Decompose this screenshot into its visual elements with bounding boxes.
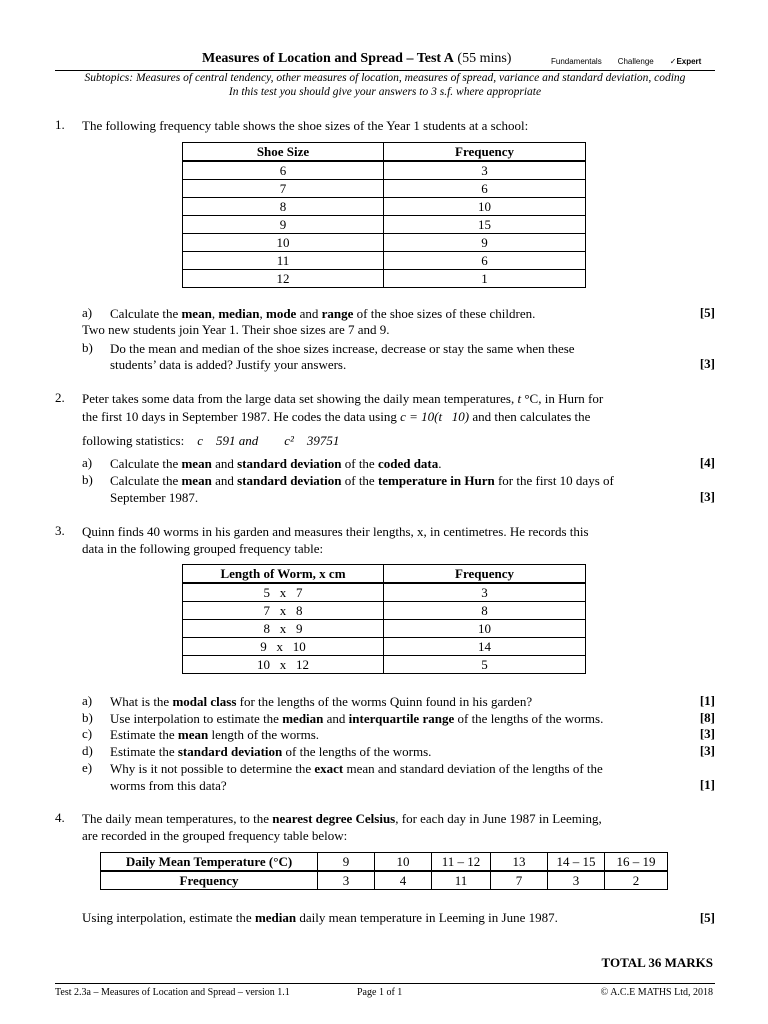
difficulty-levels	[551, 57, 701, 66]
cell: 14	[384, 638, 586, 656]
table-row	[183, 583, 586, 602]
total-marks: TOTAL 36 MARKS	[601, 955, 713, 970]
footer-test-name: Test 2.3a – Measures of Location and Spread – version 1.1	[55, 987, 290, 998]
q2-number: 2.	[55, 390, 65, 405]
q1a-text: Calculate the mean, median, mode and range of the shoe sizes of these children.	[110, 306, 536, 321]
q4-number: 4.	[55, 810, 65, 825]
cell: 3	[384, 583, 586, 602]
q1a-label: a)	[82, 305, 93, 320]
q3-table	[182, 564, 586, 674]
q1-between-text: Two new students join Year 1. Their shoe sizes are 7 and 9.	[82, 322, 390, 337]
cell: 9	[318, 853, 375, 872]
stat-sum-c: c 591 and	[197, 433, 259, 448]
q3e-line2: worms from this data?	[110, 778, 227, 793]
cell: 3	[318, 871, 375, 890]
cell: 10 x 12	[183, 656, 384, 674]
q1-header-shoe-size: Shoe Size	[183, 143, 384, 162]
q3b-marks: [8]	[699, 710, 715, 725]
cell: 8 x 9	[183, 620, 384, 638]
table-row	[101, 853, 668, 872]
q2b-label: b)	[82, 472, 93, 487]
cell: 9 x 10	[183, 638, 384, 656]
cell: 10	[384, 198, 586, 216]
q1b-label: b)	[82, 340, 93, 355]
cell: 10	[384, 620, 586, 638]
cell: 6	[183, 161, 384, 180]
q3e-line1: Why is it not possible to determine the exact mean and standard deviation of the lengths of the	[110, 761, 603, 776]
q2b-line2: September 1987.	[110, 490, 199, 505]
q1-text: The following frequency table shows the shoe sizes of the Year 1 students at a school:	[82, 118, 529, 133]
cell: 1	[384, 270, 586, 288]
q4-line2: are recorded in the grouped frequency table below:	[82, 828, 348, 843]
table-row	[183, 638, 586, 656]
q2a-label: a)	[82, 455, 93, 470]
q4-line1: The daily mean temperatures, to the nearest degree Celsius, for each day in June 1987 in Leeming,	[82, 811, 602, 826]
q3-header-length: Length of Worm, x cm	[183, 565, 384, 584]
table-row	[183, 161, 586, 180]
cell: 16 – 19	[605, 853, 668, 872]
q3d-text: Estimate the standard deviation of the lengths of the worms.	[110, 744, 432, 759]
cell: 6	[384, 180, 586, 198]
cell: 8	[384, 602, 586, 620]
cell: 10	[183, 234, 384, 252]
q1-number: 1.	[55, 117, 65, 132]
table-row	[183, 216, 586, 234]
q2-line1: Peter takes some data from the large data set showing the daily mean temperatures, t °C, in Hurn for	[82, 391, 604, 406]
q3-header-frequency: Frequency	[384, 565, 586, 584]
q1-header-frequency: Frequency	[384, 143, 586, 162]
cell: 5	[384, 656, 586, 674]
table-row	[101, 871, 668, 890]
subtopics: Subtopics: Measures of central tendency, other measures of location, measures of spread, variance and standard deviation, coding	[84, 72, 686, 84]
table-row	[183, 198, 586, 216]
page-title: Measures of Location and Spread – Test A (55 mins)	[202, 51, 512, 66]
stat-sum-c2: c² 39751	[284, 433, 340, 448]
q1b-marks: [3]	[699, 356, 715, 371]
table-row	[183, 270, 586, 288]
q3-line1: Quinn finds 40 worms in his garden and measures their lengths, x, in centimetres. He records this	[82, 524, 589, 539]
q3c-text: Estimate the mean length of the worms.	[110, 727, 320, 742]
table-row	[183, 252, 586, 270]
q4-row-label-temperature: Daily Mean Temperature (°C)	[101, 853, 318, 872]
q3a-marks: [1]	[699, 693, 715, 708]
cell: 4	[375, 871, 432, 890]
cell: 9	[384, 234, 586, 252]
table-row	[183, 234, 586, 252]
cell: 10	[375, 853, 432, 872]
cell: 2	[605, 871, 668, 890]
q2b-marks: [3]	[699, 489, 715, 504]
q4-question: Using interpolation, estimate the median daily mean temperature in Leeming in June 1987.	[82, 910, 558, 925]
q4-marks: [5]	[699, 910, 715, 925]
q2a-text: Calculate the mean and standard deviation of the coded data.	[110, 456, 442, 471]
q2a-marks: [4]	[699, 455, 715, 470]
table-row	[183, 656, 586, 674]
q3c-marks: [3]	[699, 726, 715, 741]
cell: 14 – 15	[548, 853, 605, 872]
cell: 15	[384, 216, 586, 234]
cell: 9	[183, 216, 384, 234]
q2-line2: the first 10 days in September 1987. He codes the data using c = 10(t 10) and then calculates the	[82, 409, 591, 424]
cell: 3	[384, 161, 586, 180]
cell: 6	[384, 252, 586, 270]
q3-number: 3.	[55, 523, 65, 538]
q3c-label: c)	[82, 726, 93, 741]
cell: 11	[432, 871, 491, 890]
table-row	[183, 180, 586, 198]
instruction: In this test you should give your answers to 3 s.f. where appropriate	[228, 86, 542, 98]
cell: 8	[183, 198, 384, 216]
footer-copyright: © A.C.E MATHS Ltd, 2018	[600, 987, 713, 998]
cell: 7	[491, 871, 548, 890]
q1a-marks: [5]	[699, 305, 715, 320]
cell: 7	[183, 180, 384, 198]
difficulty-expert: ✓Expert	[669, 57, 702, 66]
cell: 3	[548, 871, 605, 890]
q2b-line1: Calculate the mean and standard deviation of the temperature in Hurn for the first 10 days of	[110, 473, 614, 488]
q3a-text: What is the modal class for the lengths of the worms Quinn found in his garden?	[110, 694, 533, 709]
q3-line2: data in the following grouped frequency table:	[82, 541, 324, 556]
q1b-line1: Do the mean and median of the shoe sizes increase, decrease or stay the same when these	[110, 341, 575, 356]
cell: 11 – 12	[432, 853, 491, 872]
difficulty-challenge: Challenge	[617, 57, 654, 66]
q1-table	[182, 142, 586, 288]
q3d-label: d)	[82, 743, 93, 758]
cell: 11	[183, 252, 384, 270]
cell: 13	[491, 853, 548, 872]
q3d-marks: [3]	[699, 743, 715, 758]
cell: 7 x 8	[183, 602, 384, 620]
q4-table	[100, 852, 668, 890]
cell: 12	[183, 270, 384, 288]
coding-formula: c = 10(t 10)	[400, 409, 470, 424]
footer-page: Page 1 of 1	[357, 987, 403, 998]
q3b-text: Use interpolation to estimate the median and interquartile range of the lengths of the worms.	[110, 711, 604, 726]
q3e-marks: [1]	[699, 777, 715, 792]
q4-row-label-frequency: Frequency	[101, 871, 318, 890]
q3e-label: e)	[82, 760, 93, 775]
difficulty-fundamentals: Fundamentals	[551, 57, 602, 66]
q3a-label: a)	[82, 693, 93, 708]
table-row	[183, 602, 586, 620]
q1b-line2: students’ data is added? Justify your answers.	[110, 357, 347, 372]
footer-rule	[55, 983, 715, 984]
q3b-label: b)	[82, 710, 93, 725]
cell: 5 x 7	[183, 583, 384, 602]
table-row	[183, 620, 586, 638]
q2-line3: following statistics: c 591 and c² 39751	[82, 433, 340, 448]
